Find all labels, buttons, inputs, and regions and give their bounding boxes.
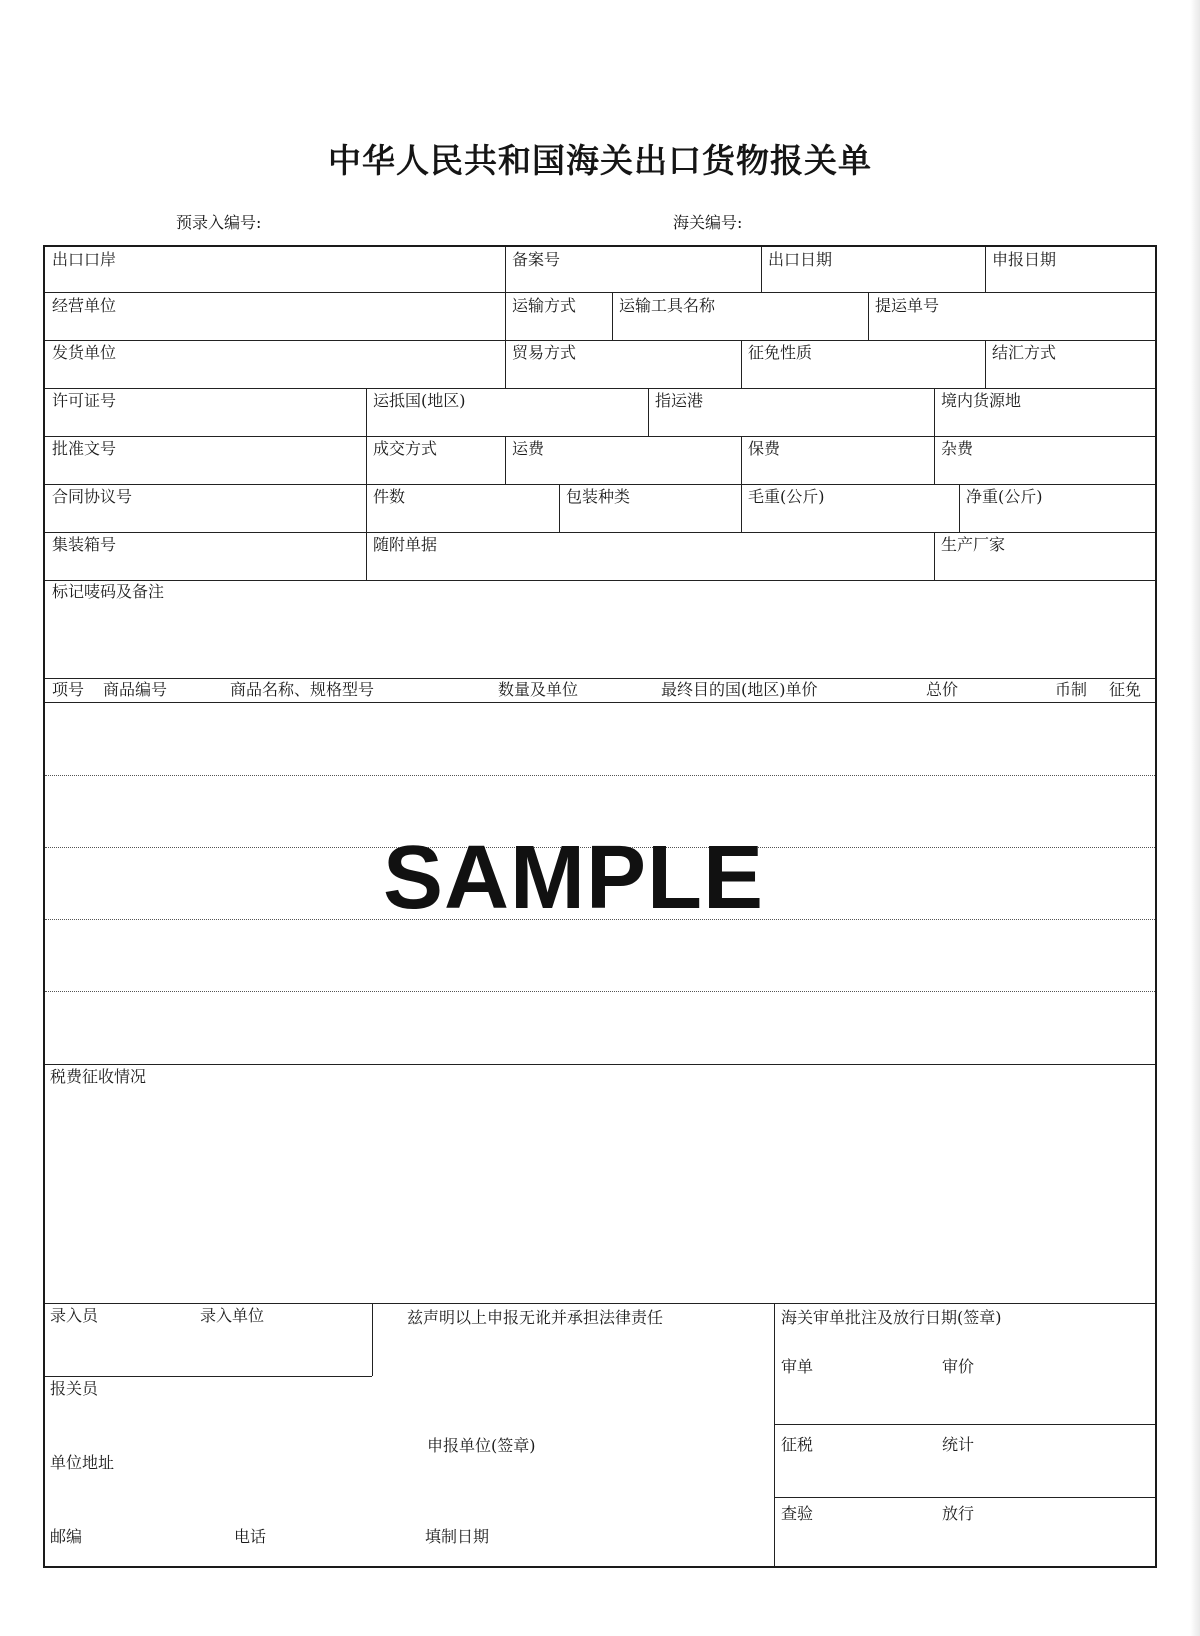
row-divider (45, 1303, 1155, 1304)
column-divider (648, 388, 649, 436)
price-review-label: 审价 (942, 1357, 975, 1376)
column-divider (934, 388, 935, 436)
unit-address-label: 单位地址 (50, 1453, 115, 1472)
bill-number-label: 提运单号 (875, 296, 940, 315)
row-divider (45, 292, 1155, 293)
row-divider (45, 484, 1155, 485)
manufacturer-label: 生产厂家 (941, 535, 1006, 554)
row-divider (45, 436, 1155, 437)
column-divider (774, 1303, 775, 1566)
customs-approval-label: 海关审单批注及放行日期(签章) (781, 1308, 1002, 1327)
column-divider (741, 436, 742, 484)
item-row-line (45, 991, 1155, 992)
transport-name-label: 运输工具名称 (619, 296, 716, 315)
column-divider (505, 340, 506, 388)
transport-mode-label: 运输方式 (512, 296, 577, 315)
attached-documents-label: 随附单据 (373, 535, 438, 554)
column-divider (612, 292, 613, 340)
trade-mode-label: 贸易方式 (512, 343, 577, 362)
column-divider (868, 292, 869, 340)
statistics-label: 统计 (942, 1435, 975, 1454)
domestic-source-label: 境内货源地 (941, 391, 1022, 410)
row-divider (774, 1424, 1155, 1425)
entry-clerk-label: 录入员 (50, 1306, 99, 1325)
total-price-header: 总价 (926, 680, 959, 699)
goods-code-header: 商品编号 (103, 680, 168, 699)
column-divider (761, 247, 762, 292)
shipping-unit-label: 发货单位 (52, 343, 117, 362)
goods-name-header: 商品名称、规格型号 (230, 680, 375, 699)
column-divider (741, 484, 742, 532)
page-edge-shadow (1190, 0, 1200, 1636)
sample-watermark: SAMPLE (383, 828, 765, 928)
contract-number-label: 合同协议号 (52, 487, 133, 506)
exemption-header: 征免 (1109, 680, 1142, 699)
misc-fees-label: 杂费 (941, 439, 974, 458)
insurance-label: 保费 (748, 439, 781, 458)
column-divider (985, 247, 986, 292)
row-divider (45, 1376, 372, 1377)
settlement-mode-label: 结汇方式 (992, 343, 1057, 362)
column-divider (934, 532, 935, 580)
review-label: 审单 (781, 1357, 814, 1376)
declaring-unit-label: 申报单位(签章) (427, 1436, 536, 1455)
row-divider (45, 388, 1155, 389)
column-divider (505, 247, 506, 340)
form-title: 中华人民共和国海关出口货物报关单 (328, 141, 872, 180)
entry-unit-label: 录入单位 (200, 1306, 265, 1325)
inspection-label: 查验 (781, 1504, 814, 1523)
row-divider (45, 702, 1155, 703)
column-divider (559, 484, 560, 532)
deal-mode-label: 成交方式 (373, 439, 438, 458)
item-number-header: 项号 (52, 680, 85, 699)
customs-number-label: 海关编号: (673, 213, 743, 232)
pieces-label: 件数 (373, 487, 406, 506)
declarant-label: 报关员 (50, 1379, 99, 1398)
tax-status-label: 税费征收情况 (50, 1067, 147, 1086)
export-port-label: 出口口岸 (52, 250, 117, 269)
exemption-nature-label: 征免性质 (748, 343, 813, 362)
package-type-label: 包装种类 (566, 487, 631, 506)
fill-date-label: 填制日期 (425, 1527, 490, 1546)
row-divider (45, 580, 1155, 581)
final-destination-price-header: 最终目的国(地区)单价 (661, 680, 818, 699)
marks-remarks-label: 标记唛码及备注 (52, 582, 165, 601)
gross-weight-label: 毛重(公斤) (748, 487, 825, 506)
freight-label: 运费 (512, 439, 545, 458)
net-weight-label: 净重(公斤) (966, 487, 1043, 506)
column-divider (366, 388, 367, 580)
operating-unit-label: 经营单位 (52, 296, 117, 315)
destination-country-label: 运抵国(地区) (373, 391, 466, 410)
item-row-line (45, 775, 1155, 776)
column-divider (741, 340, 742, 388)
container-number-label: 集装箱号 (52, 535, 117, 554)
row-divider (774, 1497, 1155, 1498)
declare-date-label: 申报日期 (992, 250, 1057, 269)
postcode-label: 邮编 (50, 1527, 83, 1546)
column-divider (959, 484, 960, 532)
record-number-label: 备案号 (512, 250, 561, 269)
column-divider (372, 1303, 373, 1376)
pre-entry-number-label: 预录入编号: (176, 213, 262, 232)
row-divider (45, 340, 1155, 341)
declaration-statement: 兹声明以上申报无讹并承担法律责任 (407, 1308, 664, 1327)
currency-header: 币制 (1055, 680, 1088, 699)
approval-number-label: 批准文号 (52, 439, 117, 458)
column-divider (934, 436, 935, 484)
quantity-unit-header: 数量及单位 (498, 680, 579, 699)
release-label: 放行 (942, 1504, 975, 1523)
destination-port-label: 指运港 (655, 391, 704, 410)
tax-levy-label: 征税 (781, 1435, 814, 1454)
phone-label: 电话 (234, 1527, 267, 1546)
column-divider (505, 436, 506, 484)
row-divider (45, 532, 1155, 533)
row-divider (45, 678, 1155, 679)
license-number-label: 许可证号 (52, 391, 117, 410)
row-divider (45, 1064, 1155, 1065)
export-date-label: 出口日期 (768, 250, 833, 269)
column-divider (985, 340, 986, 388)
